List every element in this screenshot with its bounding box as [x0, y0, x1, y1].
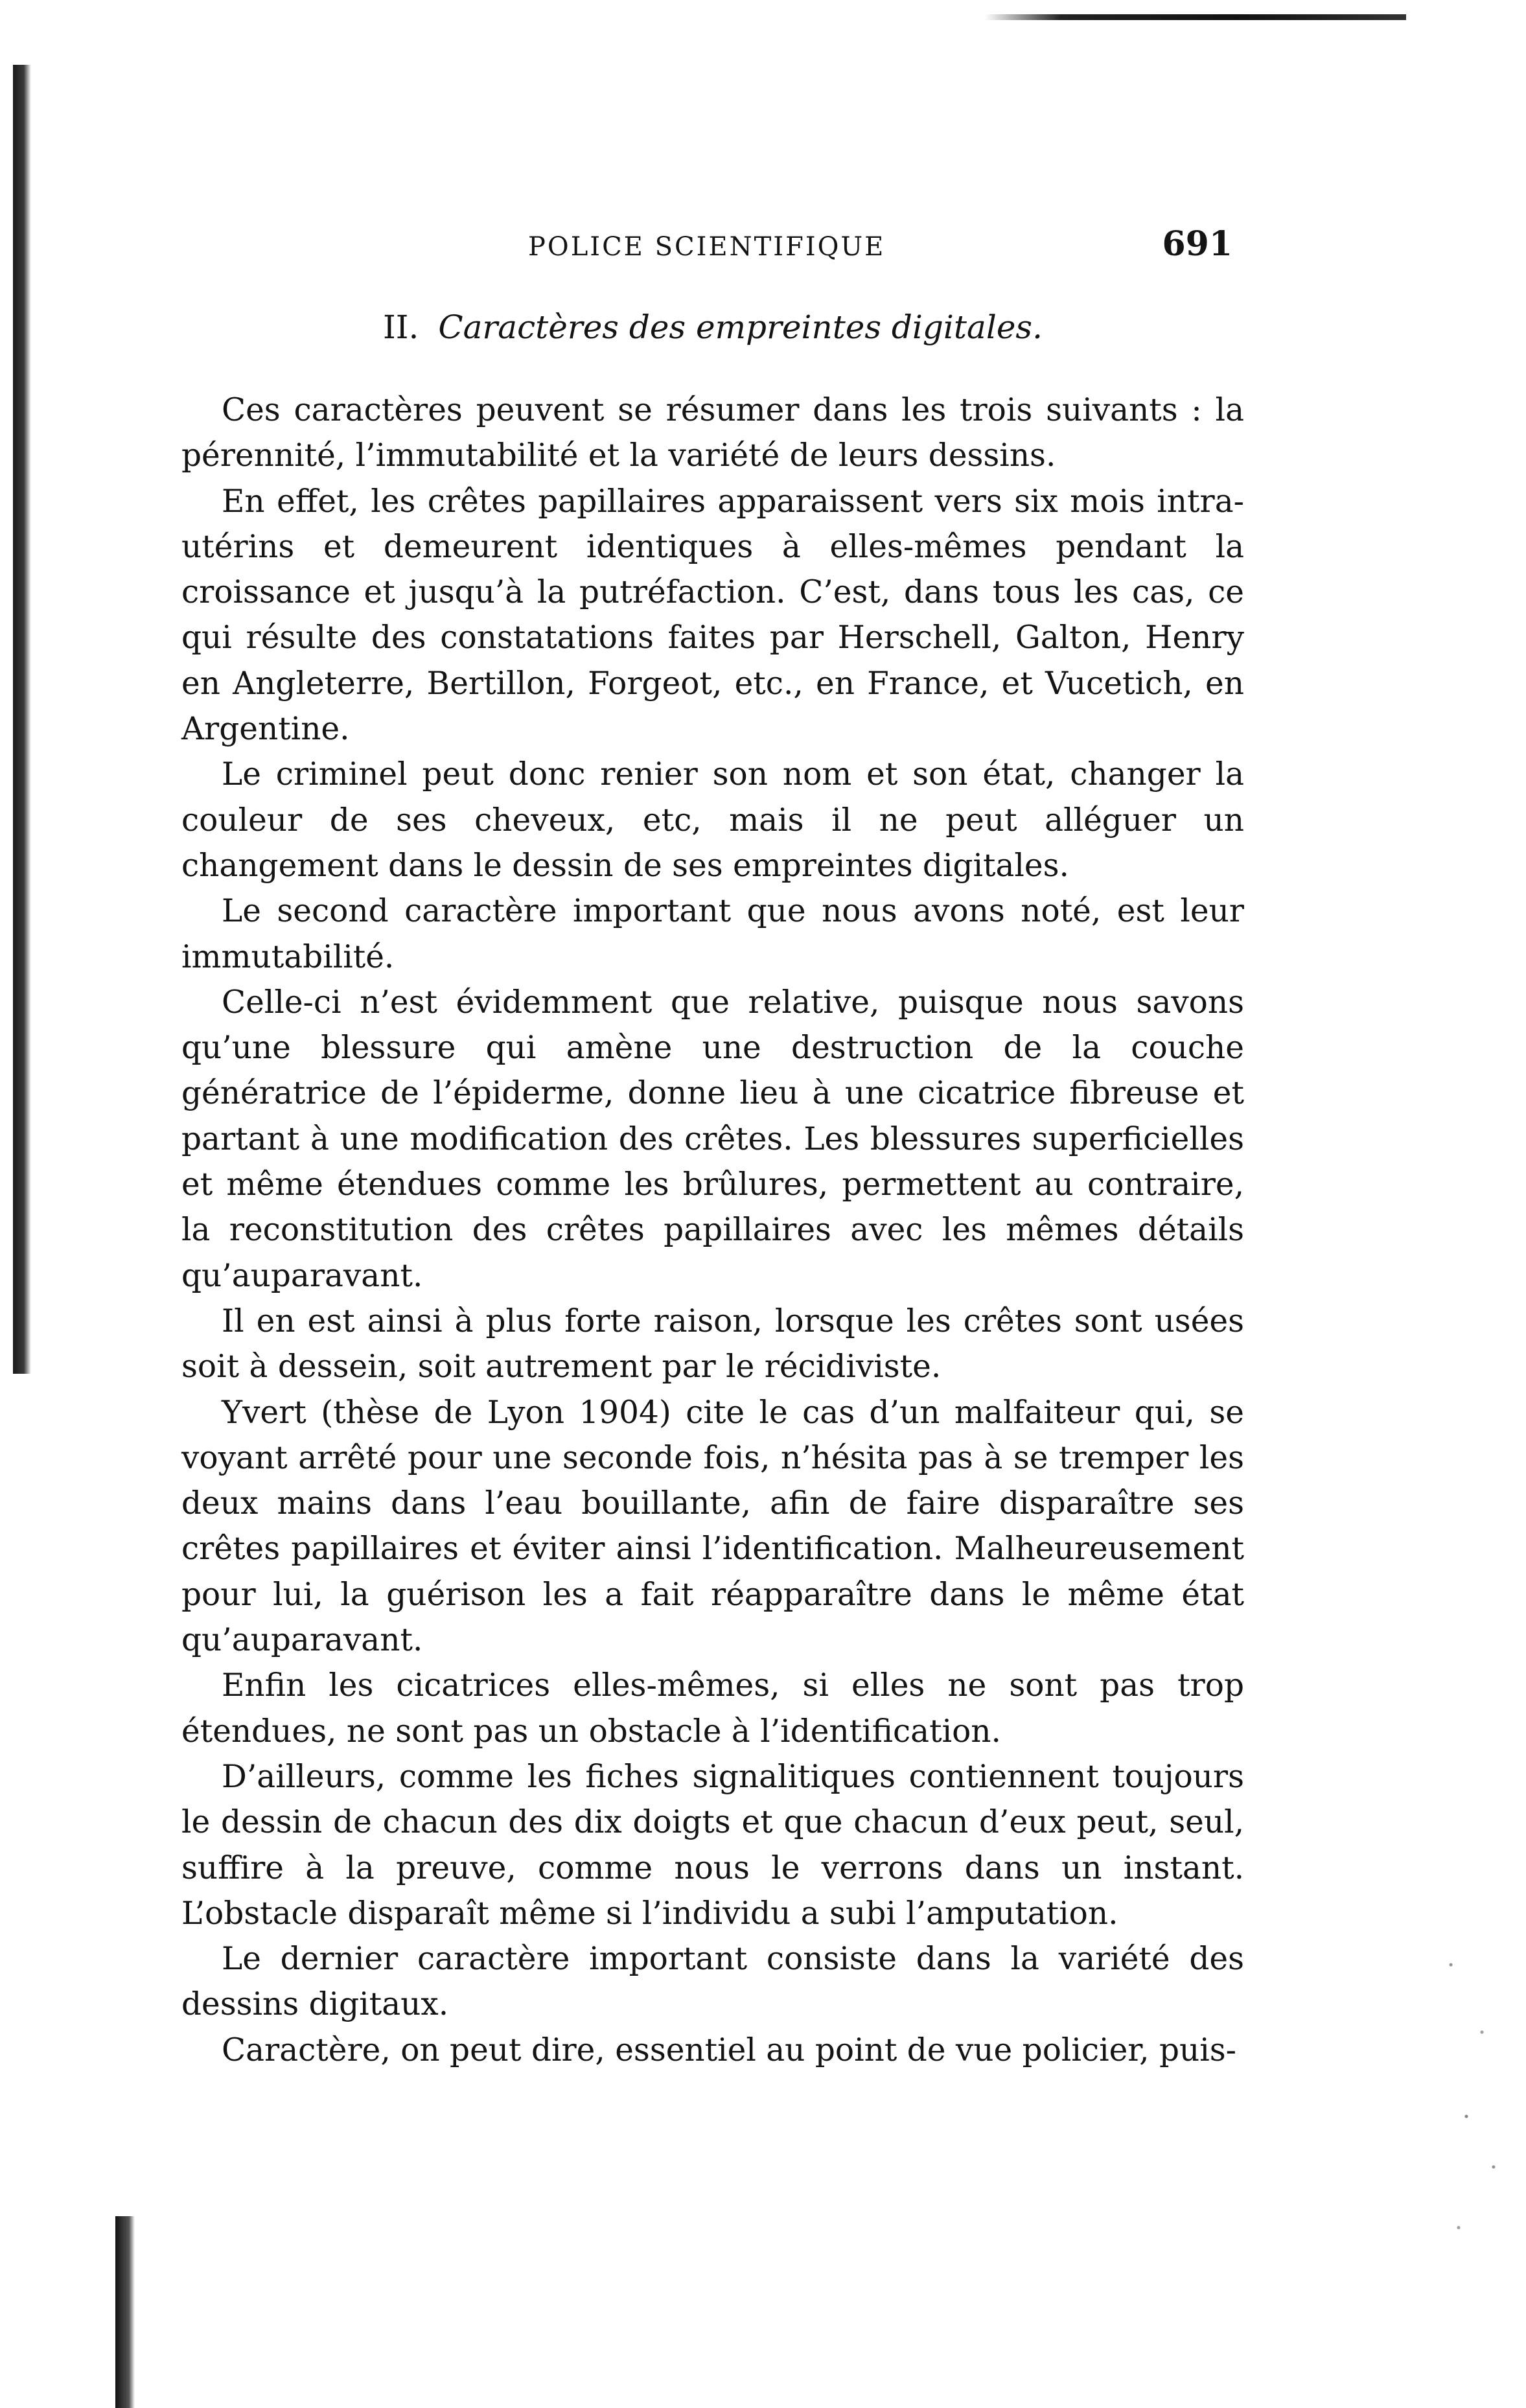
- paragraph: Yvert (thèse de Lyon 1904) cite le cas d’un malfaiteur qui, se voyant arrêté pour une seconde fois, n’hésita pas à se tremper les deux mains dans l’eau bouillante, afin de faire disparaître ses crêtes papillaires et éviter ainsi l’identification. Malheureusement pour lui, la guérison les a fait réapparaître dans le même état qu’auparavant.: [181, 1394, 1244, 1659]
- page-header: [181, 220, 1244, 272]
- section-number: II.: [383, 308, 419, 346]
- scan-edge-shadow: [115, 2216, 135, 2408]
- scan-edge-shadow: [13, 65, 31, 1374]
- paragraph: Le criminel peut donc renier son nom et son état, changer la couleur de ses cheveux, etc, mais il ne peut alléguer un changement dans le dessin de ses empreintes digitales.: [181, 756, 1244, 884]
- paragraph: D’ailleurs, comme les fiches signalitiques contiennent toujours le dessin de chacun des dix doigts et que chacun d’eux peut, seul, suffire à la preuve, comme nous le verrons dans un instant. L’obstacle disparaît même si l’individu a subi l’amputation.: [181, 1758, 1244, 1932]
- paragraph: En effet, les crêtes papillaires apparaissent vers six mois intra-utérins et demeurent identiques à elles-mêmes pendant la croissance et jusqu’à la putréfaction. C’est, dans tous les cas, ce qui résulte des constatations faites par Herschell, Galton, Henry en Angleterre, Bertillon, Forgeot, etc., en France, et Vucetich, en Argentine.: [181, 483, 1244, 748]
- running-head: POLICE SCIENTIFIQUE: [528, 232, 886, 262]
- paragraph: Il en est ainsi à plus forte raison, lorsque les crêtes sont usées soit à dessein, soit autrement par le récidiviste.: [181, 1302, 1244, 1385]
- section-heading: [181, 308, 1244, 346]
- scan-edge-rule: [985, 14, 1406, 20]
- paragraph: Enfin les cicatrices elles-mêmes, si elles ne sont pas trop étendues, ne sont pas un obstacle à l’identification.: [181, 1667, 1244, 1750]
- paragraph: Caractère, on peut dire, essentiel au point de vue policier, puis-: [222, 2032, 1237, 2068]
- page-number: 691: [1162, 224, 1232, 264]
- paragraph: Le dernier caractère important consiste dans la variété des dessins digitaux.: [181, 1941, 1244, 2023]
- section-title: Caractères des empreintes digitales.: [438, 308, 1043, 346]
- paragraph: Le second caractère important que nous avons noté, est leur immutabilité.: [181, 893, 1244, 975]
- paragraph: Ces caractères peuvent se résumer dans les trois suivants : la pérennité, l’immutabilité et la variété de leurs dessins.: [181, 392, 1244, 474]
- body-text: [181, 388, 1244, 2073]
- paragraph: Celle-ci n’est évidemment que relative, puisque nous savons qu’une blessure qui amène une destruction de la couche génératrice de l’épiderme, donne lieu à une cicatrice fibreuse et partant à une modification des crêtes. Les blessures superficielles et même étendues comme les brûlures, permettent au contraire, la reconstitution des crêtes papillaires avec les mêmes détails qu’auparavant.: [181, 984, 1244, 1294]
- scan-specks: [1435, 1931, 1513, 2268]
